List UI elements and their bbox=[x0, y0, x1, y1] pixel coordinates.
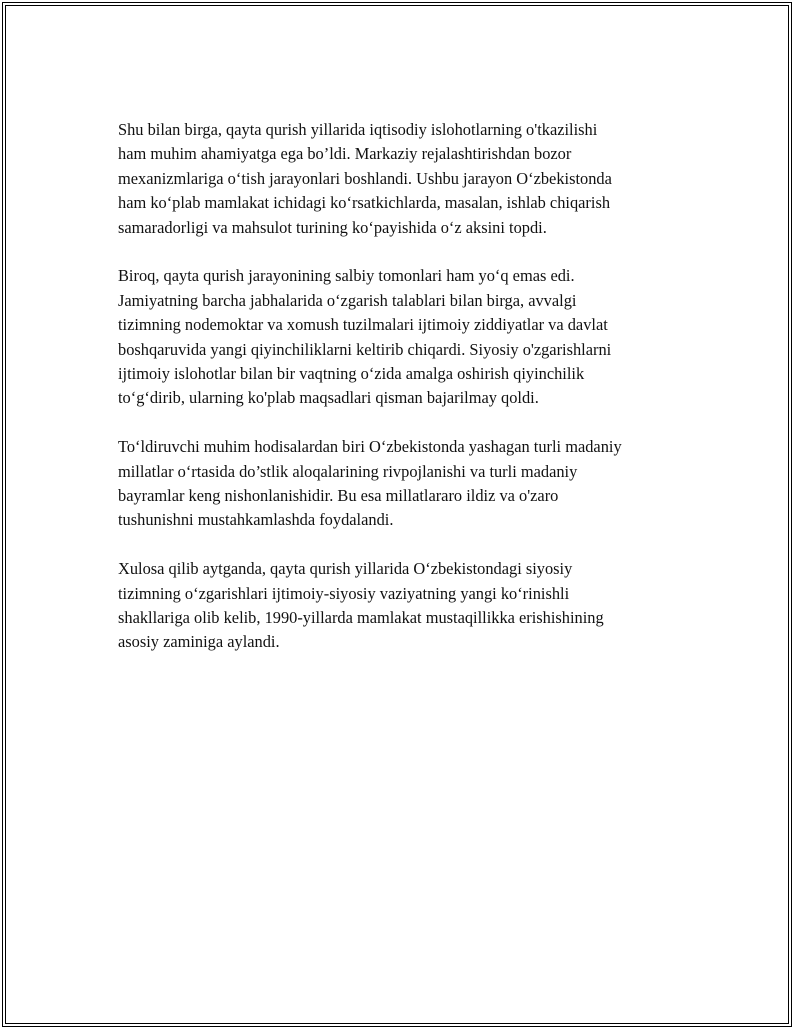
document-body bbox=[118, 118, 708, 679]
paragraph-2: Biroq, qayta qurish jarayonining salbiy tomonlari ham yo‘q emas edi. Jamiyatning barcha jabhalarida o‘zgarish talablari bilan birga, avvalgi tizimning nodemoktar va xomush tuzilmalari ijtimoiy ziddiyatlar va davlat boshqaruvida yangi qiyinchiliklarni keltirib chiqardi. Siyosiy o'zgarishlarni ijtimoiy islohotlar bilan bir vaqtning o‘zida amalga oshirish qiyinchilik to‘g‘dirib, ularning ko'plab maqsadlari qisman bajarilmay qoldi. bbox=[118, 266, 612, 408]
paragraph-1: Shu bilan birga, qayta qurish yillarida iqtisodiy islohotlarning o'tkazilishi ham muhim ahamiyatga ega bo’ldi. Markaziy rejalashtirishdan bozor mexanizmlariga o‘tish jarayonlari boshlandi. Ushbu jarayon O‘zbekistonda ham ko‘plab mamlakat ichidagi ko‘rsatkichlarda, masalan, ishlab chiqarish samaradorligi va mahsulot turining ko‘payishida o‘z aksini topdi. bbox=[118, 120, 612, 237]
paragraph-3: To‘ldiruvchi muhim hodisalardan biri O‘zbekistonda yashagan turli madaniy millatlar o‘rtasida do’stlik aloqalarining rivpojlanishi va turli madaniy bayramlar keng nishonlanishidir. Bu esa millatlararo ildiz va o'zaro tushunishni mustahkamlashda foydalandi. bbox=[118, 437, 622, 530]
paragraph-4: Xulosa qilib aytganda, qayta qurish yillarida O‘zbekistondagi siyosiy tizimning o‘zgarishlari ijtimoiy-siyosiy vaziyatning yangi ko‘rinishli shakllariga olib kelib, 1990-yillarda mamlakat mustaqillikka erishishining asosiy zaminiga aylandi. bbox=[118, 559, 604, 652]
